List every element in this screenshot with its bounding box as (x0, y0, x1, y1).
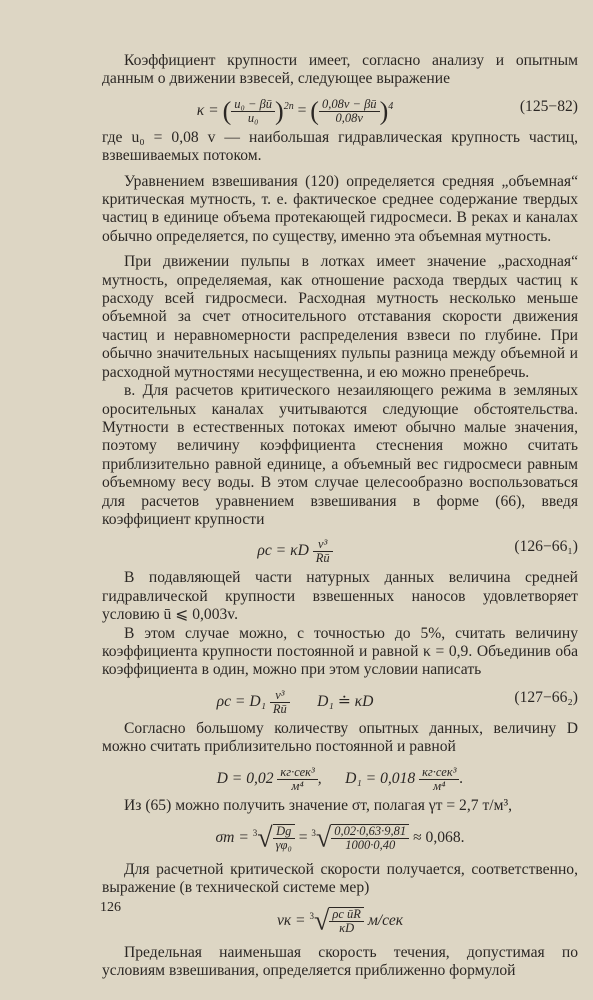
paragraph-5: в. Для расчетов критического незаиляющего режима в земляных оросительных каналах учитываются следующие обстоятельства. Мутности в естественных потоках имеют обычно малые значения, поэтому величину коэффициента стеснения можно считать приблизительно равной единице, а объемный вес гидросмеси равным объемному весу воды. В этом случае целесообразно воспользоваться для расчетов уравнением взвешивания в форме (66), введя коэффициент крупности (102, 382, 578, 528)
equation-number: (127−66₂) (514, 688, 578, 706)
paragraph-7: В этом случае можно, с точностью до 5%, считать величину коэффициента крупности постоянной и равной κ = 0,9. Объединив оба коэффициента в один, можно при этом условии написать (102, 624, 578, 679)
radical-icon: √ (313, 905, 330, 937)
text-column (102, 52, 578, 981)
equation-number: (125−82) (519, 97, 578, 115)
paragraph-9: Из (65) можно получить значение σт, полагая γт = 2,7 т/м³, (124, 796, 513, 814)
equation-sigma: σт = $^3$√ $\frac{Dg}{\text{γφ₀}}$ = $^3$√ $\frac{0,02\cdot 0,63\cdot 9,81}{1000\cdot 0,40}$ ≈ 0,068. (215, 822, 465, 854)
radical-icon: √ (315, 822, 332, 854)
equation-126-66-1: ρc = κD $\frac{\text{v³}}{Rū}$ (126−66₁) (257, 537, 578, 566)
equation-critical-velocity: vк = $^3$√ $\frac{\text{ρc ūR}}{\kappa D}$ м/сек (276, 905, 404, 937)
paragraph-11: Предельная наименьшая скорость течения, допустимая по условиям взвешивания, определяется приближенно формулой (102, 943, 578, 980)
equation-number: (126−66₁) (514, 538, 578, 556)
equation-D-values: D = 0,02 $\frac{\text{кг·сек³}}{\text{м⁴}}$ , D₁ = 0,018 $\frac{\text{кг·сек³}}{\text{м⁴}}$ . (216, 764, 464, 793)
paragraph-8: Согласно большому количеству опытных данных, величину D можно считать приблизительно постоянной и равной (102, 719, 578, 756)
page-number: 126 (100, 900, 121, 915)
paragraph-10: Для расчетной критической скорости получается, соответственно, выражение (в технической системе мер) (102, 861, 578, 897)
paragraph-3: Уравнением взвешивания (120) определяется средняя „объемная“ критическая мутность, т. е. фактическое среднее содержание твердых частиц в единице объема протекающей гидросмеси. В реках и каналах обычно определяется, по существу, именно эта объемная мутность. (102, 172, 578, 245)
paragraph-2: где u₀ = 0,08 v — наибольшая гидравлическая крупность частиц, взвешиваемых потоком. (102, 128, 578, 165)
paragraph-6: В подавляющей части натурных данных величина средней гидравлической крупности взвешенных наносов удовлетворяет условию ū ⩽ 0,003v. (102, 569, 578, 624)
equation-125-82: κ = ( $\frac{\text{u₀ − βū}}{\text{u₀}}$ )$^{2n}$ = ( $\frac{0,08v - \beta ū}{0,08v}$ )$^4$ (125−82) (196, 96, 578, 126)
equation-127-66-2: ρc = D₁ $\frac{\text{v³}}{Rū}$ D₁ ≐ κD (127−66₂) (216, 687, 578, 716)
paragraph-1: Коэффициент крупности имеет, согласно анализу и опытным данным о движении взвесей, следующее выражение (102, 52, 578, 88)
radical-icon: √ (257, 822, 273, 854)
paragraph-4: При движении пульпы в лотках имеет значение „расходная“ мутность, определяемая, как отношение расхода твердых частиц к расходу всей гидросмеси. Расходная мутность несколько меньше объемной за счет относительного отставания скорости движения частиц и неравномерности распределения взвеси по глубине. При обычно значительных насыщениях пульпы разница между объемной и расходной мутностями несущественна, и ею можно пренебречь. (102, 253, 578, 381)
